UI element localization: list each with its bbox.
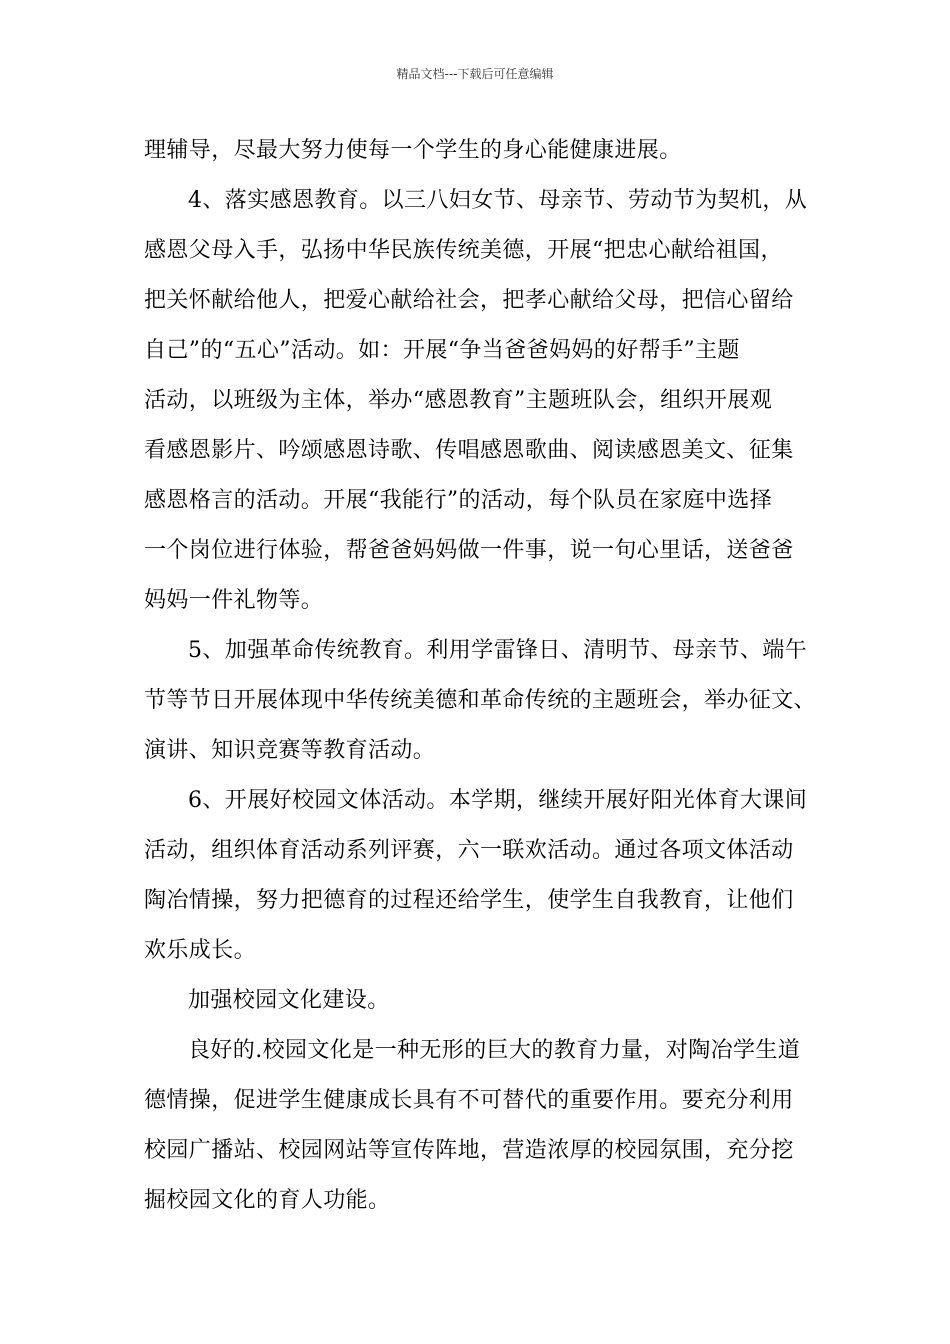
text-line: 6、开展好校园文体活动。本学期，继续开展好阳光体育大课间 — [188, 788, 808, 813]
text-line: 良好的.校园文化是一种无形的巨大的教育力量，对陶冶学生道 — [188, 1038, 801, 1063]
text-line: 妈妈一件礼物等。 — [144, 588, 324, 613]
text-line: 感恩父母入手，弘扬中华民族传统美德，开展“把忠心献给祖国， — [144, 238, 783, 263]
document-body — [144, 126, 834, 1226]
text-line: 看感恩影片、吟颂感恩诗歌、传唱感恩歌曲、阅读感恩美文、征集 — [144, 438, 794, 463]
text-line: 掘校园文化的育人功能。 — [144, 1188, 391, 1213]
text-line: 理辅导，尽最大努力使每一个学生的身心能健康进展。 — [144, 138, 682, 163]
text-line: 活动，组织体育活动系列评赛，六一联欢活动。通过各项文体活动 — [144, 838, 794, 863]
text-line: 感恩格言的活动。开展“我能行”的活动，每个队员在家庭中选择 — [144, 488, 773, 513]
text-line: 活动，以班级为主体，举办“感恩教育”主题班队会，组织开展观 — [144, 388, 773, 413]
text-line: 欢乐成长。 — [144, 938, 257, 963]
text-line: 校园广播站、校园网站等宣传阵地，营造浓厚的校园氛围，充分挖 — [144, 1138, 794, 1163]
text-line: 节等节日开展体现中华传统美德和革命传统的主题班会，举办征文、 — [144, 688, 817, 713]
text-line: 德情操，促进学生健康成长具有不可替代的重要作用。要充分利用 — [144, 1088, 794, 1113]
page-header: 精品文档---下载后可任意编辑 — [396, 67, 554, 81]
text-line: 陶冶情操，努力把德育的过程还给学生，使学生自我教育，让他们 — [144, 888, 794, 913]
text-line: 4、落实感恩教育。以三八妇女节、母亲节、劳动节为契机，从 — [188, 188, 808, 213]
section-heading: 加强校园文化建设。 — [188, 988, 390, 1013]
text-line: 演讲、知识竞赛等教育活动。 — [144, 738, 436, 763]
text-line: 自己”的“五心”活动。如：开展“争当爸爸妈妈的好帮手”主题 — [144, 338, 740, 363]
text-line: 一个岗位进行体验，帮爸爸妈妈做一件事，说一句心里话，送爸爸 — [144, 538, 794, 563]
text-line: 把关怀献给他人，把爱心献给社会，把孝心献给父母，把信心留给 — [144, 288, 794, 313]
text-line: 5、加强革命传统教育。利用学雷锋日、清明节、母亲节、端午 — [188, 638, 808, 663]
